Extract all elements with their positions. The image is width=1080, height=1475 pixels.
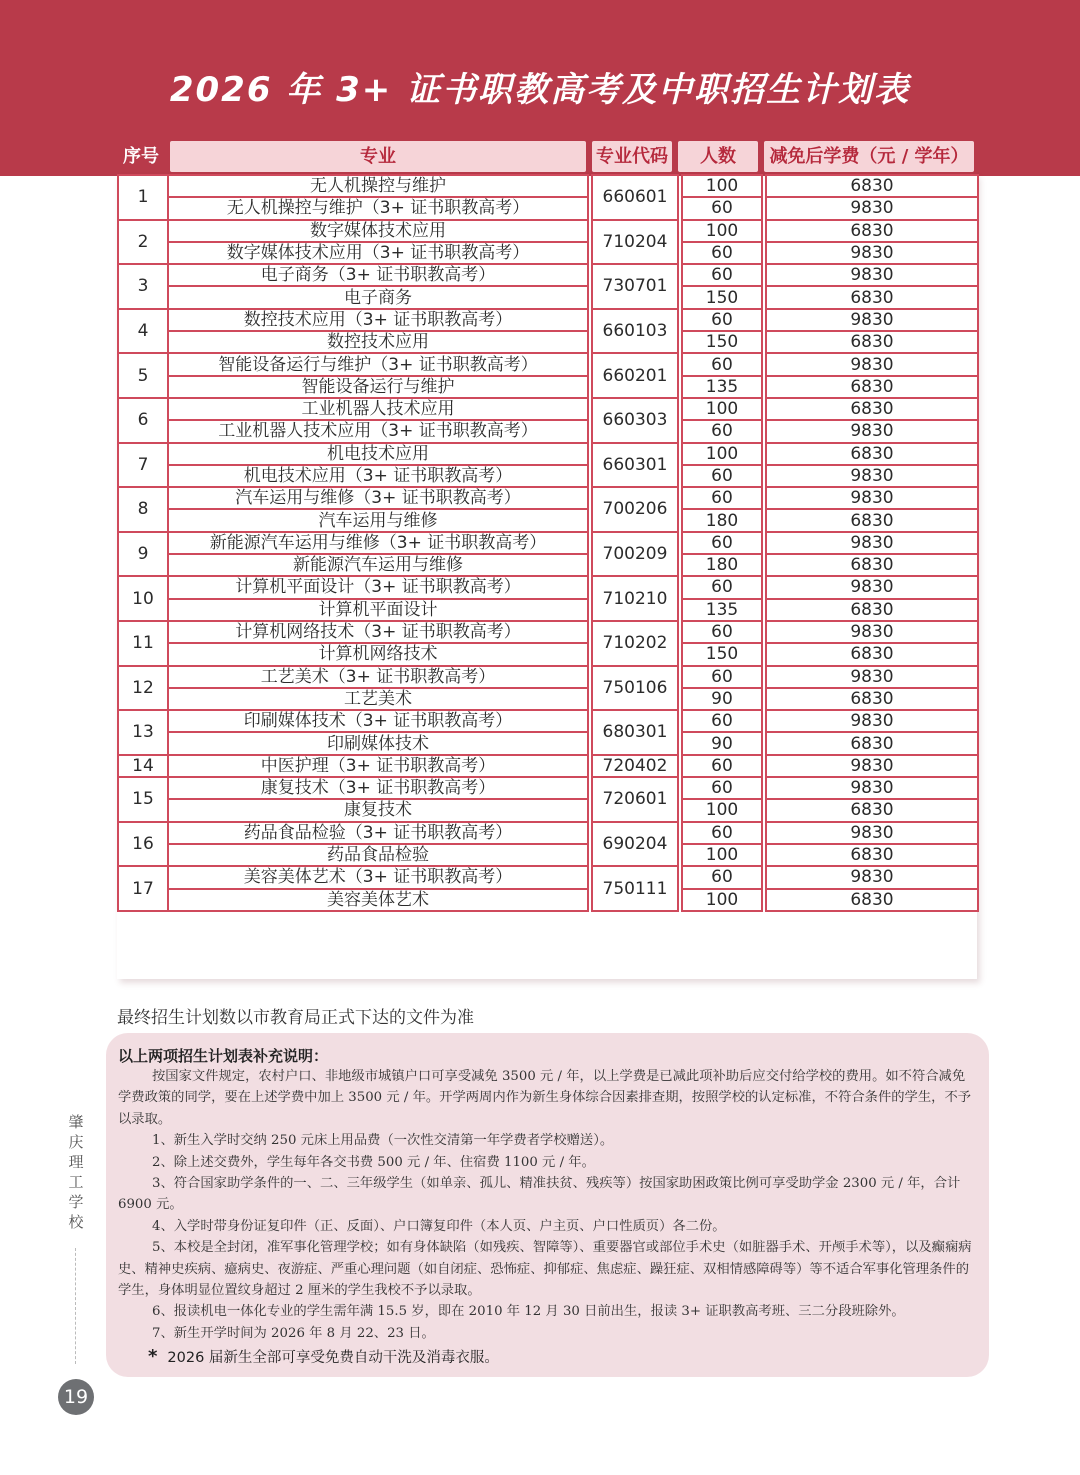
- count-cell: 60: [682, 242, 762, 264]
- fee-cell: 9830: [766, 487, 978, 509]
- major-cell: 工业机器人技术应用: [168, 398, 588, 420]
- count-cell: 135: [682, 376, 762, 398]
- fee-cell: 6830: [766, 376, 978, 398]
- fee-cell: 6830: [766, 175, 978, 197]
- major-cell: 康复技术: [168, 799, 588, 821]
- count-cell: 60: [682, 197, 762, 219]
- major-cell: 汽车运用与维修（3+ 证书职教高考）: [168, 487, 588, 509]
- major-cell: 无人机操控与维护: [168, 175, 588, 197]
- table-row: [118, 509, 978, 531]
- supplement-paragraph: 5、本校是全封闭，准军事化管理学校；如有身体缺陷（如残疾、智障等）、重要器官或部位手术史（如脏器手术、开颅手术等），以及癫痫病史、精神史疾病、癔病史、夜游症、严重心理问题（如自闭症、恐怖症、抑郁症、焦虑症、躁狂症、双相情感障碍等）等不适合军事化管理条件的学生，身体明显位置纹身超过 2 厘米的学生我校不予以录取。: [118, 1240, 972, 1299]
- count-cell: 60: [682, 755, 762, 777]
- count-cell: 150: [682, 331, 762, 353]
- fee-cell: 6830: [766, 443, 978, 465]
- seq-cell: 10: [118, 576, 168, 621]
- plan-table-wrap: [117, 174, 977, 979]
- count-cell: 60: [682, 420, 762, 442]
- count-cell: 100: [682, 175, 762, 197]
- table-row: [118, 755, 978, 777]
- major-cell: 机电技术应用（3+ 证书职教高考）: [168, 465, 588, 487]
- count-cell: 150: [682, 286, 762, 308]
- major-cell: 无人机操控与维护（3+ 证书职教高考）: [168, 197, 588, 219]
- seq-cell: 12: [118, 666, 168, 711]
- table-row: [118, 420, 978, 442]
- table-row: [118, 465, 978, 487]
- table-row: [118, 398, 978, 420]
- seq-cell: 13: [118, 710, 168, 755]
- major-cell: 新能源汽车运用与维修: [168, 554, 588, 576]
- fee-cell: 9830: [766, 866, 978, 888]
- count-cell: 100: [682, 443, 762, 465]
- fee-cell: 9830: [766, 576, 978, 598]
- code-cell: 710202: [592, 621, 678, 666]
- fee-cell: 9830: [766, 710, 978, 732]
- table-row: [118, 443, 978, 465]
- table-row: [118, 889, 978, 911]
- major-cell: 中医护理（3+ 证书职教高考）: [168, 755, 588, 777]
- header-count: 人数: [678, 141, 758, 172]
- seq-cell: 16: [118, 822, 168, 867]
- major-cell: 计算机平面设计（3+ 证书职教高考）: [168, 576, 588, 598]
- count-cell: 60: [682, 777, 762, 799]
- major-cell: 美容美体艺术（3+ 证书职教高考）: [168, 866, 588, 888]
- major-cell: 印刷媒体技术: [168, 732, 588, 754]
- seq-cell: 6: [118, 398, 168, 443]
- seq-cell: 11: [118, 621, 168, 666]
- code-cell: 680301: [592, 710, 678, 755]
- table-row: [118, 331, 978, 353]
- seq-cell: 1: [118, 175, 168, 220]
- table-row: [118, 866, 978, 888]
- code-cell: 710210: [592, 576, 678, 621]
- fee-cell: 9830: [766, 777, 978, 799]
- code-cell: 700209: [592, 532, 678, 577]
- seq-cell: 15: [118, 777, 168, 822]
- fee-cell: 6830: [766, 844, 978, 866]
- plan-table-body: [118, 175, 978, 911]
- table-row: [118, 487, 978, 509]
- count-cell: 100: [682, 799, 762, 821]
- fee-cell: 6830: [766, 331, 978, 353]
- table-row: [118, 799, 978, 821]
- count-cell: 60: [682, 621, 762, 643]
- count-cell: 180: [682, 509, 762, 531]
- fee-cell: 9830: [766, 242, 978, 264]
- supplement-paragraph: 6、报读机电一体化专业的学生需年满 15.5 岁，即在 2010 年 12 月 30 日前出生，报读 3+ 证职教高考班、三二分段班除外。: [152, 1304, 905, 1320]
- school-name-vertical: [67, 1112, 85, 1232]
- table-row: [118, 666, 978, 688]
- count-cell: 60: [682, 576, 762, 598]
- seq-cell: 4: [118, 309, 168, 354]
- plan-table: [117, 174, 979, 912]
- table-row: [118, 376, 978, 398]
- fee-cell: 6830: [766, 398, 978, 420]
- major-cell: 工艺美术（3+ 证书职教高考）: [168, 666, 588, 688]
- major-cell: 计算机平面设计: [168, 599, 588, 621]
- fee-cell: 9830: [766, 666, 978, 688]
- seq-cell: 5: [118, 353, 168, 398]
- count-cell: 100: [682, 220, 762, 242]
- plan-note: 最终招生计划数以市教育局正式下达的文件为准: [117, 1008, 474, 1028]
- supplement-highlight: [148, 1346, 499, 1367]
- fee-cell: 9830: [766, 420, 978, 442]
- fee-cell: 6830: [766, 220, 978, 242]
- fee-cell: 9830: [766, 264, 978, 286]
- fee-cell: 9830: [766, 532, 978, 554]
- count-cell: 60: [682, 465, 762, 487]
- supplement-highlight-text: 2026 届新生全部可享受免费自动干洗及消毒衣服。: [167, 1350, 499, 1366]
- table-row: [118, 309, 978, 331]
- table-row: [118, 822, 978, 844]
- table-row: [118, 599, 978, 621]
- code-cell: 660103: [592, 309, 678, 354]
- count-cell: 90: [682, 688, 762, 710]
- major-cell: 汽车运用与维修: [168, 509, 588, 531]
- code-cell: 700206: [592, 487, 678, 532]
- table-row: [118, 242, 978, 264]
- count-cell: 60: [682, 309, 762, 331]
- fee-cell: 9830: [766, 465, 978, 487]
- major-cell: 数控技术应用（3+ 证书职教高考）: [168, 309, 588, 331]
- supplement-paragraph: 3、符合国家助学条件的一、二、三年级学生（如单亲、孤儿、精准扶贫、残疾等）按国家助困政策比例可享受助学金 2300 元 / 年，合计 6900 元。: [118, 1176, 961, 1213]
- header-code: 专业代码: [592, 141, 672, 172]
- code-cell: 690204: [592, 822, 678, 867]
- supplement-paragraph: 2、除上述交费外，学生每年各交书费 500 元 / 年、住宿费 1100 元 / 年。: [152, 1154, 595, 1170]
- count-cell: 60: [682, 264, 762, 286]
- table-row: [118, 220, 978, 242]
- seq-cell: 8: [118, 487, 168, 532]
- major-cell: 机电技术应用: [168, 443, 588, 465]
- side-divider: [75, 1248, 76, 1364]
- fee-cell: 6830: [766, 643, 978, 665]
- header-fee: 减免后学费（元 / 学年）: [764, 141, 974, 172]
- major-cell: 新能源汽车运用与维修（3+ 证书职教高考）: [168, 532, 588, 554]
- code-cell: 730701: [592, 264, 678, 309]
- major-cell: 数字媒体技术应用（3+ 证书职教高考）: [168, 242, 588, 264]
- page-number: 19: [58, 1379, 94, 1415]
- code-cell: 750111: [592, 866, 678, 911]
- star-icon: *: [148, 1346, 158, 1367]
- count-cell: 150: [682, 643, 762, 665]
- header-major: 专业: [170, 141, 586, 172]
- count-cell: 100: [682, 844, 762, 866]
- seq-cell: 2: [118, 220, 168, 265]
- supplement-paragraph: 7、新生开学时间为 2026 年 8 月 22、23 日。: [152, 1325, 435, 1341]
- count-cell: 60: [682, 666, 762, 688]
- table-row: [118, 286, 978, 308]
- table-row: [118, 621, 978, 643]
- major-cell: 工业机器人技术应用（3+ 证书职教高考）: [168, 420, 588, 442]
- supplement-body: [118, 1066, 978, 1344]
- table-row: [118, 197, 978, 219]
- seq-cell: 7: [118, 443, 168, 488]
- count-cell: 90: [682, 732, 762, 754]
- fee-cell: 6830: [766, 599, 978, 621]
- code-cell: 750106: [592, 666, 678, 711]
- major-cell: 智能设备运行与维护（3+ 证书职教高考）: [168, 353, 588, 375]
- table-row: [118, 576, 978, 598]
- table-row: [118, 643, 978, 665]
- fee-cell: 6830: [766, 889, 978, 911]
- major-cell: 药品食品检验（3+ 证书职教高考）: [168, 822, 588, 844]
- count-cell: 135: [682, 599, 762, 621]
- code-cell: 660303: [592, 398, 678, 443]
- supplement-paragraph: 按国家文件规定，农村户口、非地级市城镇户口可享受减免 3500 元 / 年，以上学费是已减此项补助后应交付给学校的费用。如不符合减免学费政策的同学，要在上述学费中加上 3500 元 / 年。开学两周内作为新生身体综合因素排查期，按照学校的认定标准，不符合条件的学生，不予以录取。: [118, 1069, 972, 1127]
- table-row: [118, 353, 978, 375]
- seq-cell: 17: [118, 866, 168, 911]
- header-seq: 序号: [123, 146, 159, 167]
- table-row: [118, 688, 978, 710]
- count-cell: 60: [682, 532, 762, 554]
- major-cell: 电子商务: [168, 286, 588, 308]
- fee-cell: 6830: [766, 554, 978, 576]
- major-cell: 药品食品检验: [168, 844, 588, 866]
- fee-cell: 6830: [766, 732, 978, 754]
- fee-cell: 6830: [766, 509, 978, 531]
- supplement-box: [106, 1033, 989, 1377]
- table-row: [118, 844, 978, 866]
- fee-cell: 6830: [766, 286, 978, 308]
- major-cell: 数控技术应用: [168, 331, 588, 353]
- count-cell: 60: [682, 822, 762, 844]
- table-row: [118, 777, 978, 799]
- major-cell: 工艺美术: [168, 688, 588, 710]
- fee-cell: 9830: [766, 755, 978, 777]
- table-row: [118, 554, 978, 576]
- count-cell: 60: [682, 866, 762, 888]
- supplement-paragraph: 4、入学时带身份证复印件（正、反面）、户口簿复印件（本人页、户主页、户口性质页）各二份。: [152, 1218, 726, 1234]
- count-cell: 180: [682, 554, 762, 576]
- fee-cell: 6830: [766, 799, 978, 821]
- table-row: [118, 175, 978, 197]
- table-row: [118, 264, 978, 286]
- code-cell: 710204: [592, 220, 678, 265]
- code-cell: 660201: [592, 353, 678, 398]
- count-cell: 60: [682, 487, 762, 509]
- code-cell: 720601: [592, 777, 678, 822]
- code-cell: 660301: [592, 443, 678, 488]
- count-cell: 60: [682, 353, 762, 375]
- page-title: 2026 年 3+ 证书职教高考及中职招生计划表: [169, 70, 911, 110]
- table-row: [118, 710, 978, 732]
- seq-cell: 9: [118, 532, 168, 577]
- major-cell: 计算机网络技术: [168, 643, 588, 665]
- fee-cell: 9830: [766, 309, 978, 331]
- fee-cell: 9830: [766, 197, 978, 219]
- fee-cell: 9830: [766, 621, 978, 643]
- school-name-text: 肇庆理工学校: [68, 1113, 84, 1231]
- major-cell: 印刷媒体技术（3+ 证书职教高考）: [168, 710, 588, 732]
- major-cell: 数字媒体技术应用: [168, 220, 588, 242]
- major-cell: 美容美体艺术: [168, 889, 588, 911]
- fee-cell: 6830: [766, 688, 978, 710]
- major-cell: 康复技术（3+ 证书职教高考）: [168, 777, 588, 799]
- seq-cell: 14: [118, 755, 168, 777]
- count-cell: 60: [682, 710, 762, 732]
- count-cell: 100: [682, 889, 762, 911]
- count-cell: 100: [682, 398, 762, 420]
- fee-cell: 9830: [766, 822, 978, 844]
- supplement-paragraph: 1、新生入学时交纳 250 元床上用品费（一次性交清第一年学费者学校赠送）。: [152, 1133, 614, 1149]
- code-cell: 660601: [592, 175, 678, 220]
- table-row: [118, 732, 978, 754]
- seq-cell: 3: [118, 264, 168, 309]
- major-cell: 智能设备运行与维护: [168, 376, 588, 398]
- major-cell: 电子商务（3+ 证书职教高考）: [168, 264, 588, 286]
- supplement-title: 以上两项招生计划表补充说明：: [118, 1047, 329, 1065]
- major-cell: 计算机网络技术（3+ 证书职教高考）: [168, 621, 588, 643]
- table-row: [118, 532, 978, 554]
- fee-cell: 9830: [766, 353, 978, 375]
- code-cell: 720402: [592, 755, 678, 777]
